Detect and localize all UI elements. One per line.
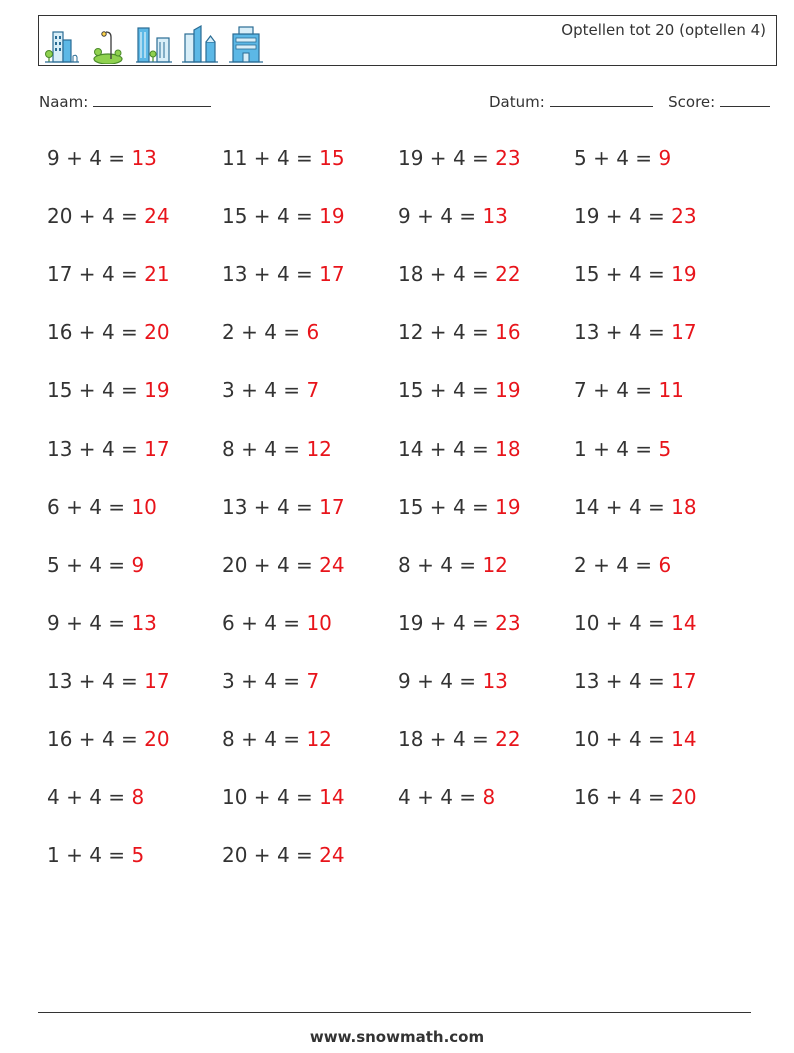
problem-4-12: 16 + 4 = 20 bbox=[574, 785, 697, 809]
problem-1-4: 16 + 4 = 20 bbox=[47, 320, 170, 344]
answer[interactable]: 14 bbox=[671, 611, 697, 635]
problem-4-4: 13 + 4 = 17 bbox=[574, 320, 697, 344]
problem-1-2: 20 + 4 = 24 bbox=[47, 204, 170, 228]
addend-a: 16 bbox=[574, 785, 600, 809]
answer[interactable]: 20 bbox=[144, 320, 170, 344]
addend-a: 1 bbox=[47, 843, 60, 867]
problem-1-6: 13 + 4 = 17 bbox=[47, 437, 170, 461]
problem-2-10: 3 + 4 = 7 bbox=[222, 669, 320, 693]
addend-a: 20 bbox=[222, 553, 248, 577]
answer[interactable]: 11 bbox=[658, 378, 684, 402]
problem-1-8: 5 + 4 = 9 bbox=[47, 553, 145, 577]
answer[interactable]: 13 bbox=[482, 669, 508, 693]
addend-b: 4 bbox=[452, 262, 466, 286]
addend-a: 7 bbox=[574, 378, 587, 402]
addend-b: 4 bbox=[628, 669, 642, 693]
answer[interactable]: 23 bbox=[495, 146, 521, 170]
date-label: Datum: bbox=[489, 93, 545, 111]
addend-b: 4 bbox=[264, 611, 277, 635]
answer[interactable]: 24 bbox=[144, 204, 170, 228]
name-blank-line[interactable] bbox=[93, 94, 211, 107]
answer[interactable]: 6 bbox=[658, 553, 672, 577]
problem-4-6: 1 + 4 = 5 bbox=[574, 437, 672, 461]
answer[interactable]: 12 bbox=[306, 727, 332, 751]
addend-b: 4 bbox=[101, 204, 115, 228]
addend-a: 9 bbox=[398, 669, 411, 693]
header-icons bbox=[43, 22, 265, 64]
addend-b: 4 bbox=[89, 146, 102, 170]
answer[interactable]: 13 bbox=[482, 204, 508, 228]
addend-a: 11 bbox=[222, 146, 248, 170]
answer[interactable]: 24 bbox=[319, 553, 345, 577]
answer[interactable]: 5 bbox=[131, 843, 145, 867]
addend-b: 4 bbox=[440, 204, 453, 228]
addend-a: 20 bbox=[222, 843, 248, 867]
date-score-fields bbox=[489, 93, 770, 111]
answer[interactable]: 14 bbox=[319, 785, 345, 809]
problem-2-5: 3 + 4 = 7 bbox=[222, 378, 320, 402]
problem-4-2: 19 + 4 = 23 bbox=[574, 204, 697, 228]
problem-1-10: 13 + 4 = 17 bbox=[47, 669, 170, 693]
answer[interactable]: 7 bbox=[306, 378, 320, 402]
answer[interactable]: 8 bbox=[131, 785, 145, 809]
problem-3-10: 9 + 4 = 13 bbox=[398, 669, 508, 693]
problem-1-1: 9 + 4 = 13 bbox=[47, 146, 157, 170]
answer[interactable]: 18 bbox=[495, 437, 521, 461]
problem-4-5: 7 + 4 = 11 bbox=[574, 378, 684, 402]
problem-3-4: 12 + 4 = 16 bbox=[398, 320, 521, 344]
addend-a: 8 bbox=[222, 727, 235, 751]
addend-b: 4 bbox=[264, 437, 277, 461]
answer[interactable]: 15 bbox=[319, 146, 345, 170]
answer[interactable]: 13 bbox=[131, 146, 157, 170]
problem-2-7: 13 + 4 = 17 bbox=[222, 495, 345, 519]
addend-a: 5 bbox=[47, 553, 60, 577]
addend-a: 12 bbox=[398, 320, 424, 344]
answer[interactable]: 19 bbox=[495, 495, 521, 519]
addend-b: 4 bbox=[452, 320, 466, 344]
addend-b: 4 bbox=[89, 495, 102, 519]
addend-b: 4 bbox=[628, 611, 642, 635]
addend-a: 18 bbox=[398, 727, 424, 751]
problem-3-1: 19 + 4 = 23 bbox=[398, 146, 521, 170]
addend-b: 4 bbox=[276, 204, 290, 228]
addend-b: 4 bbox=[264, 669, 277, 693]
addend-a: 8 bbox=[398, 553, 411, 577]
problem-2-1: 11 + 4 = 15 bbox=[222, 146, 345, 170]
addend-b: 4 bbox=[276, 785, 290, 809]
addend-a: 5 bbox=[574, 146, 587, 170]
problem-3-9: 19 + 4 = 23 bbox=[398, 611, 521, 635]
addend-a: 19 bbox=[574, 204, 600, 228]
addend-a: 4 bbox=[398, 785, 411, 809]
addend-b: 4 bbox=[440, 553, 453, 577]
answer[interactable]: 19 bbox=[319, 204, 345, 228]
problem-4-9: 10 + 4 = 14 bbox=[574, 611, 697, 635]
addend-a: 3 bbox=[222, 669, 235, 693]
addend-b: 4 bbox=[452, 611, 466, 635]
addend-b: 4 bbox=[616, 378, 629, 402]
problem-3-3: 18 + 4 = 22 bbox=[398, 262, 521, 286]
addend-b: 4 bbox=[452, 727, 466, 751]
problem-1-13: 1 + 4 = 5 bbox=[47, 843, 145, 867]
addend-a: 13 bbox=[47, 437, 73, 461]
addend-a: 13 bbox=[47, 669, 73, 693]
answer[interactable]: 8 bbox=[482, 785, 496, 809]
addend-a: 15 bbox=[398, 378, 424, 402]
score-blank-line[interactable] bbox=[720, 94, 770, 107]
answer[interactable]: 13 bbox=[131, 611, 157, 635]
problem-4-8: 2 + 4 = 6 bbox=[574, 553, 672, 577]
footer-divider bbox=[38, 1012, 751, 1013]
addend-b: 4 bbox=[264, 727, 277, 751]
answer[interactable]: 18 bbox=[671, 495, 697, 519]
answer[interactable]: 17 bbox=[144, 669, 170, 693]
addend-a: 4 bbox=[47, 785, 60, 809]
answer[interactable]: 17 bbox=[319, 262, 345, 286]
addend-a: 8 bbox=[222, 437, 235, 461]
addend-b: 4 bbox=[628, 320, 642, 344]
apartment-building-icon bbox=[227, 22, 265, 64]
answer[interactable]: 19 bbox=[671, 262, 697, 286]
addend-a: 15 bbox=[47, 378, 73, 402]
problem-2-6: 8 + 4 = 12 bbox=[222, 437, 332, 461]
problem-3-12: 4 + 4 = 8 bbox=[398, 785, 496, 809]
addend-b: 4 bbox=[628, 727, 642, 751]
problem-3-6: 14 + 4 = 18 bbox=[398, 437, 521, 461]
date-blank-line[interactable] bbox=[550, 94, 653, 107]
addend-a: 14 bbox=[574, 495, 600, 519]
problem-3-8: 8 + 4 = 12 bbox=[398, 553, 508, 577]
problem-4-3: 15 + 4 = 19 bbox=[574, 262, 697, 286]
answer[interactable]: 6 bbox=[306, 320, 320, 344]
answer[interactable]: 17 bbox=[671, 320, 697, 344]
addend-a: 1 bbox=[574, 437, 587, 461]
addend-a: 13 bbox=[574, 669, 600, 693]
office-buildings-icon bbox=[135, 22, 173, 64]
problem-3-2: 9 + 4 = 13 bbox=[398, 204, 508, 228]
addend-b: 4 bbox=[452, 378, 466, 402]
addend-a: 10 bbox=[222, 785, 248, 809]
addend-a: 10 bbox=[574, 727, 600, 751]
name-label: Naam: bbox=[39, 93, 89, 111]
addend-b: 4 bbox=[440, 785, 453, 809]
addend-a: 9 bbox=[47, 146, 60, 170]
addend-a: 19 bbox=[398, 146, 424, 170]
addend-b: 4 bbox=[101, 727, 115, 751]
problem-2-11: 8 + 4 = 12 bbox=[222, 727, 332, 751]
answer[interactable]: 17 bbox=[671, 669, 697, 693]
addend-a: 2 bbox=[222, 320, 235, 344]
addend-b: 4 bbox=[101, 320, 115, 344]
addend-a: 3 bbox=[222, 378, 235, 402]
problem-2-4: 2 + 4 = 6 bbox=[222, 320, 320, 344]
answer[interactable]: 16 bbox=[495, 320, 521, 344]
addend-a: 20 bbox=[47, 204, 73, 228]
addend-b: 4 bbox=[628, 785, 642, 809]
problem-2-9: 6 + 4 = 10 bbox=[222, 611, 332, 635]
problem-2-8: 20 + 4 = 24 bbox=[222, 553, 345, 577]
problem-1-12: 4 + 4 = 8 bbox=[47, 785, 145, 809]
addend-a: 15 bbox=[222, 204, 248, 228]
addend-b: 4 bbox=[276, 553, 290, 577]
addend-a: 15 bbox=[398, 495, 424, 519]
addend-a: 6 bbox=[222, 611, 235, 635]
worksheet-header bbox=[38, 15, 777, 66]
addend-b: 4 bbox=[628, 204, 642, 228]
answer[interactable]: 14 bbox=[671, 727, 697, 751]
addend-a: 6 bbox=[47, 495, 60, 519]
answer[interactable]: 5 bbox=[658, 437, 672, 461]
problem-2-12: 10 + 4 = 14 bbox=[222, 785, 345, 809]
addend-b: 4 bbox=[616, 146, 629, 170]
addend-a: 2 bbox=[574, 553, 587, 577]
score-label: Score: bbox=[668, 93, 716, 111]
answer[interactable]: 23 bbox=[495, 611, 521, 635]
problem-3-7: 15 + 4 = 19 bbox=[398, 495, 521, 519]
addend-a: 15 bbox=[574, 262, 600, 286]
addend-a: 13 bbox=[222, 495, 248, 519]
answer[interactable]: 19 bbox=[144, 378, 170, 402]
answer[interactable]: 17 bbox=[144, 437, 170, 461]
addend-a: 9 bbox=[47, 611, 60, 635]
skyscraper-icon bbox=[181, 22, 219, 64]
problem-3-11: 18 + 4 = 22 bbox=[398, 727, 521, 751]
city-buildings-icon bbox=[43, 22, 81, 64]
addend-b: 4 bbox=[276, 146, 290, 170]
problem-4-7: 14 + 4 = 18 bbox=[574, 495, 697, 519]
footer-url: www.snowmath.com bbox=[309, 1028, 485, 1046]
answer[interactable]: 9 bbox=[131, 553, 145, 577]
addend-a: 19 bbox=[398, 611, 424, 635]
addend-b: 4 bbox=[264, 378, 277, 402]
answer[interactable]: 24 bbox=[319, 843, 345, 867]
worksheet-title: Optellen tot 20 (optellen 4) bbox=[561, 21, 766, 39]
addend-b: 4 bbox=[616, 553, 629, 577]
problem-4-1: 5 + 4 = 9 bbox=[574, 146, 672, 170]
problem-1-9: 9 + 4 = 13 bbox=[47, 611, 157, 635]
addend-a: 9 bbox=[398, 204, 411, 228]
addend-b: 4 bbox=[452, 437, 466, 461]
answer[interactable]: 23 bbox=[671, 204, 697, 228]
addend-b: 4 bbox=[276, 843, 290, 867]
problem-3-5: 15 + 4 = 19 bbox=[398, 378, 521, 402]
problem-1-3: 17 + 4 = 21 bbox=[47, 262, 170, 286]
answer[interactable]: 12 bbox=[306, 437, 332, 461]
addend-b: 4 bbox=[276, 262, 290, 286]
addend-a: 18 bbox=[398, 262, 424, 286]
addend-b: 4 bbox=[628, 495, 642, 519]
addend-b: 4 bbox=[628, 262, 642, 286]
problem-1-11: 16 + 4 = 20 bbox=[47, 727, 170, 751]
problem-4-10: 13 + 4 = 17 bbox=[574, 669, 697, 693]
addend-b: 4 bbox=[89, 611, 102, 635]
problem-1-5: 15 + 4 = 19 bbox=[47, 378, 170, 402]
addend-b: 4 bbox=[276, 495, 290, 519]
problem-1-7: 6 + 4 = 10 bbox=[47, 495, 157, 519]
answer[interactable]: 20 bbox=[671, 785, 697, 809]
park-lamp-icon bbox=[89, 22, 127, 64]
answer[interactable]: 7 bbox=[306, 669, 320, 693]
addend-a: 10 bbox=[574, 611, 600, 635]
problem-4-11: 10 + 4 = 14 bbox=[574, 727, 697, 751]
addend-b: 4 bbox=[440, 669, 453, 693]
answer[interactable]: 20 bbox=[144, 727, 170, 751]
addend-a: 14 bbox=[398, 437, 424, 461]
answer[interactable]: 10 bbox=[306, 611, 332, 635]
answer[interactable]: 19 bbox=[495, 378, 521, 402]
addend-a: 13 bbox=[222, 262, 248, 286]
addend-b: 4 bbox=[101, 437, 115, 461]
addend-b: 4 bbox=[452, 146, 466, 170]
problem-2-2: 15 + 4 = 19 bbox=[222, 204, 345, 228]
answer[interactable]: 22 bbox=[495, 262, 521, 286]
problem-2-13: 20 + 4 = 24 bbox=[222, 843, 345, 867]
name-field bbox=[39, 93, 211, 111]
addend-b: 4 bbox=[89, 785, 102, 809]
problem-2-3: 13 + 4 = 17 bbox=[222, 262, 345, 286]
addend-a: 16 bbox=[47, 320, 73, 344]
addend-a: 16 bbox=[47, 727, 73, 751]
addend-b: 4 bbox=[89, 553, 102, 577]
answer[interactable]: 22 bbox=[495, 727, 521, 751]
addend-b: 4 bbox=[101, 262, 115, 286]
addend-a: 13 bbox=[574, 320, 600, 344]
addend-a: 17 bbox=[47, 262, 73, 286]
addend-b: 4 bbox=[101, 669, 115, 693]
addend-b: 4 bbox=[616, 437, 629, 461]
answer[interactable]: 9 bbox=[658, 146, 672, 170]
addend-b: 4 bbox=[452, 495, 466, 519]
answer[interactable]: 10 bbox=[131, 495, 157, 519]
addend-b: 4 bbox=[101, 378, 115, 402]
addend-b: 4 bbox=[264, 320, 277, 344]
answer[interactable]: 21 bbox=[144, 262, 170, 286]
answer[interactable]: 17 bbox=[319, 495, 345, 519]
answer[interactable]: 12 bbox=[482, 553, 508, 577]
addend-b: 4 bbox=[89, 843, 102, 867]
